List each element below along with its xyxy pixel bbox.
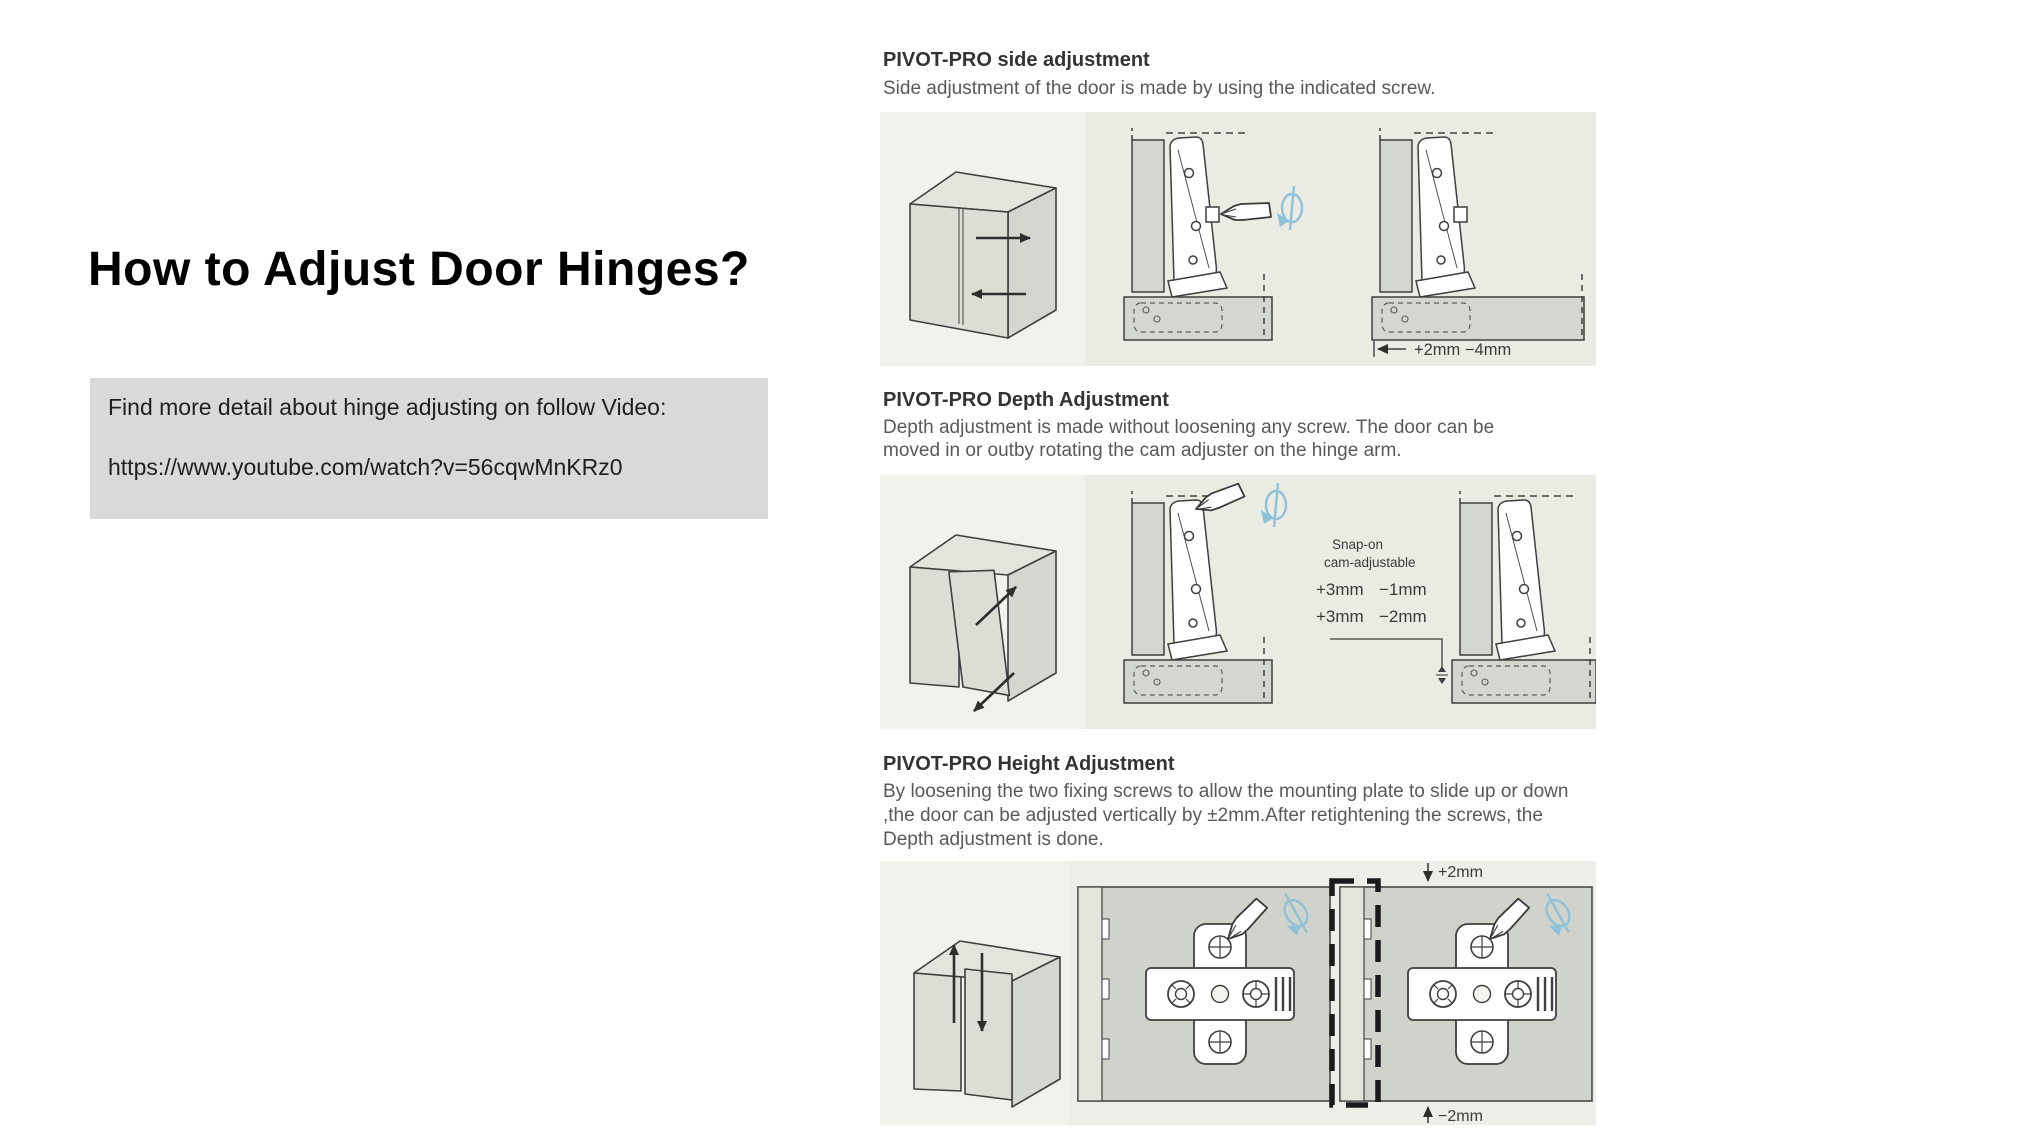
minus-2mm-label: −2mm bbox=[1379, 607, 1427, 626]
section-body-line: moved in or outby rotating the cam adjuster on the hinge arm. bbox=[883, 440, 1402, 461]
snap-on-label: Snap-on bbox=[1332, 537, 1384, 552]
side-adjustment-diagram bbox=[880, 112, 1596, 366]
depth-adjustment-diagram bbox=[880, 475, 1596, 729]
section-body-line: Depth adjustment is done. bbox=[883, 829, 1104, 850]
cam-adjustable-label: cam-adjustable bbox=[1324, 555, 1416, 570]
cabinet-illustration bbox=[910, 172, 1056, 338]
plus-2mm-label: +2mm bbox=[1438, 864, 1483, 881]
video-url-text[interactable]: https://www.youtube.com/watch?v=56cqwMnKRz0 bbox=[108, 454, 623, 480]
video-note-text: Find more detail about hinge adjusting on follow Video: bbox=[108, 394, 667, 420]
video-note-box bbox=[90, 378, 768, 519]
section-heading-height-adjustment: PIVOT-PRO Height Adjustment bbox=[883, 753, 1175, 775]
minus-2mm-label: −2mm bbox=[1438, 1108, 1483, 1125]
mounting-plate-front-view bbox=[1078, 887, 1330, 1101]
cabinet-illustration bbox=[910, 535, 1056, 711]
section-body-line: By loosening the two fixing screws to allow the mounting plate to slide up or down bbox=[883, 781, 1569, 802]
section-body-line: ,the door can be adjusted vertically by ±2mm.After retightening the screws, the bbox=[883, 805, 1543, 826]
dimension-label: +2mm −4mm bbox=[1414, 341, 1512, 359]
height-adjustment-diagram bbox=[880, 861, 1596, 1125]
plus-3mm-label: +3mm bbox=[1316, 607, 1364, 626]
section-heading-side-adjustment: PIVOT-PRO side adjustment bbox=[883, 49, 1150, 71]
section-body-line: Side adjustment of the door is made by using the indicated screw. bbox=[883, 78, 1436, 99]
page-title: How to Adjust Door Hinges? bbox=[88, 243, 750, 296]
cabinet-illustration bbox=[914, 941, 1060, 1107]
section-heading-depth-adjustment: PIVOT-PRO Depth Adjustment bbox=[883, 389, 1169, 411]
plus-3mm-label: +3mm bbox=[1316, 580, 1364, 599]
minus-1mm-label: −1mm bbox=[1379, 580, 1427, 599]
section-body-line: Depth adjustment is made without loosening any screw. The door can be bbox=[883, 417, 1495, 438]
